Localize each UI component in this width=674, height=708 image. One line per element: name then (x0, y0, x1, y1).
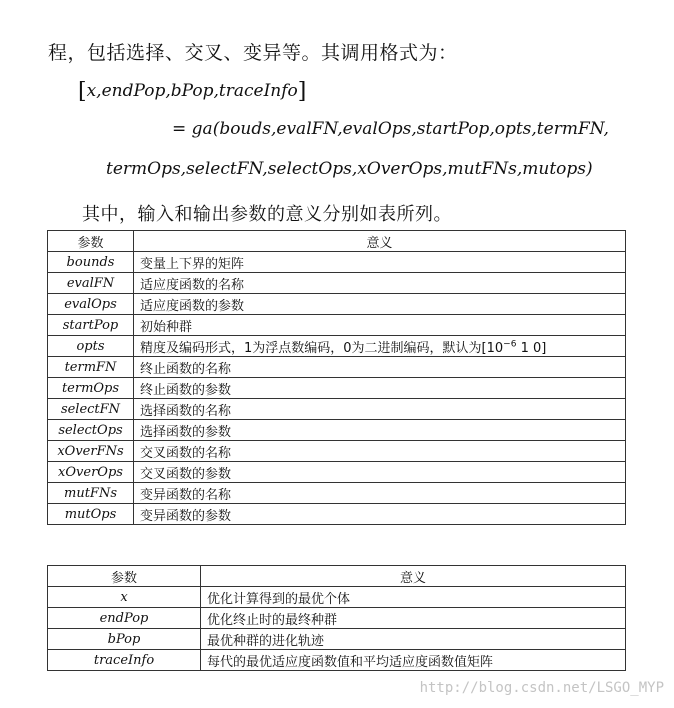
meaning-cell: 每代的最优适应度函数值和平均适应度函数值矩阵 (201, 650, 626, 671)
meaning-cell: 终止函数的参数 (134, 378, 626, 399)
table-row (48, 462, 626, 483)
table-row (48, 441, 626, 462)
param-cell: mutFNs (48, 483, 134, 504)
watermark: http://blog.csdn.net/LSGO_MYP (419, 680, 664, 696)
formula-lhs-vars: x,endPop,bPop,traceInfo (86, 81, 298, 101)
formula-function: ga (191, 119, 213, 139)
formula-equals: = (172, 119, 187, 139)
table-row (48, 378, 626, 399)
param-cell: opts (48, 336, 134, 357)
param-cell: selectOps (48, 420, 134, 441)
param-cell: termFN (48, 357, 134, 378)
param-cell: bPop (48, 629, 201, 650)
output-params-table (47, 565, 626, 671)
table-row (48, 357, 626, 378)
param-cell: mutOps (48, 504, 134, 525)
table-row (48, 504, 626, 525)
meaning-cell: 交叉函数的参数 (134, 462, 626, 483)
table-row (48, 336, 626, 357)
formula-args-1: (bouds,evalFN,evalOps,startPop,opts,termFN, (212, 119, 609, 139)
meaning-exponent: −6 (503, 339, 517, 350)
intro-text: 程，包括选择、交叉、变异等。其调用格式为： (48, 42, 458, 64)
table-row (48, 587, 626, 608)
input-params-body (48, 252, 626, 525)
table-row (48, 608, 626, 629)
meaning-cell: 适应度函数的名称 (134, 273, 626, 294)
meaning-cell: 选择函数的名称 (134, 399, 626, 420)
param-cell: selectFN (48, 399, 134, 420)
table-header-row (48, 566, 626, 587)
meaning-cell: 选择函数的参数 (134, 420, 626, 441)
meaning-cell: 适应度函数的参数 (134, 294, 626, 315)
param-cell: evalOps (48, 294, 134, 315)
meaning-cell: 优化计算得到的最优个体 (201, 587, 626, 608)
table-row (48, 629, 626, 650)
param-cell: termOps (48, 378, 134, 399)
meaning-cell: 变异函数的名称 (134, 483, 626, 504)
table-row (48, 273, 626, 294)
param-cell: xOverFNs (48, 441, 134, 462)
formula-line-2: termOps,selectFN,selectOps,xOverOps,mutFNs,mutops) (106, 159, 593, 179)
table-row (48, 650, 626, 671)
formula-line-1 (172, 119, 609, 139)
table-header-row (48, 231, 626, 252)
table-row (48, 252, 626, 273)
header-meaning: 意义 (134, 231, 626, 252)
meaning-cell: 优化终止时的最终种群 (201, 608, 626, 629)
param-cell: xOverOps (48, 462, 134, 483)
table-row (48, 399, 626, 420)
param-cell: endPop (48, 608, 201, 629)
header-meaning: 意义 (201, 566, 626, 587)
header-param: 参数 (48, 566, 201, 587)
param-cell: x (48, 587, 201, 608)
meaning-cell: 终止函数的名称 (134, 357, 626, 378)
meaning-cell: 最优种群的进化轨迹 (201, 629, 626, 650)
param-cell: evalFN (48, 273, 134, 294)
table-intro-text: 其中，输入和输出参数的意义分别如表所列。 (82, 204, 452, 225)
input-params-table (47, 230, 626, 525)
meaning-cell: 变量上下界的矩阵 (134, 252, 626, 273)
meaning-cell: 初始种群 (134, 315, 626, 336)
param-cell: startPop (48, 315, 134, 336)
param-cell: bounds (48, 252, 134, 273)
header-param: 参数 (48, 231, 134, 252)
meaning-cell: 变异函数的参数 (134, 504, 626, 525)
meaning-cell: 交叉函数的名称 (134, 441, 626, 462)
table-row (48, 315, 626, 336)
table-row (48, 420, 626, 441)
meaning-prefix: 精度及编码形式，1为浮点数编码，0为二进制编码，默认为[10 (140, 340, 504, 356)
meaning-suffix: 1 0] (516, 340, 547, 356)
table-row (48, 483, 626, 504)
table-row (48, 294, 626, 315)
param-cell: traceInfo (48, 650, 201, 671)
formula-lhs: [x,endPop,bPop,traceInfo] (78, 79, 307, 104)
meaning-cell (134, 336, 626, 357)
output-params-body (48, 587, 626, 671)
